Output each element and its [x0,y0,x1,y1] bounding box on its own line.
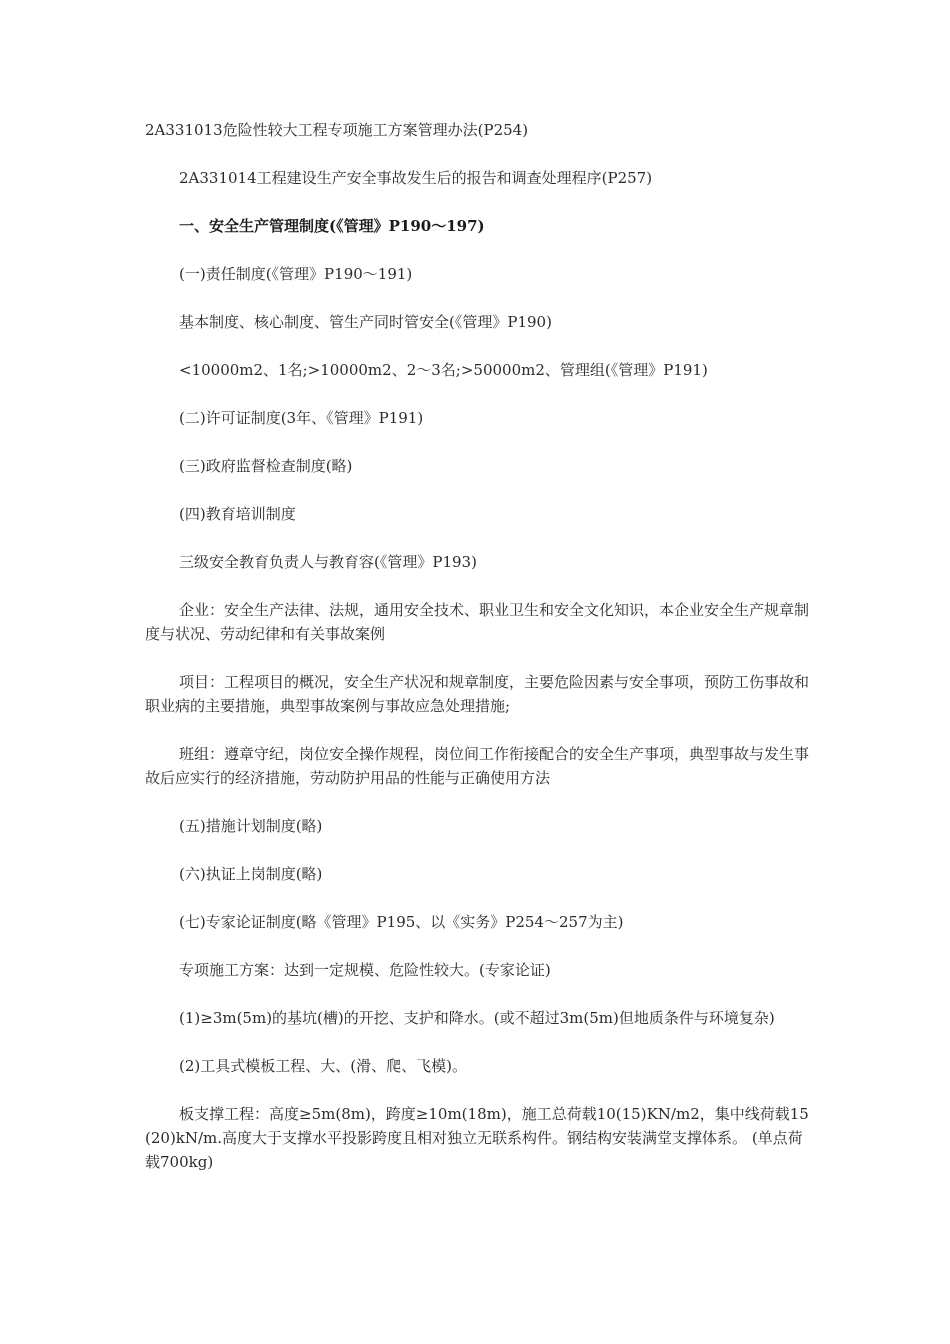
paragraph-enterprise-education: 企业：安全生产法律、法规，通用安全技术、职业卫生和安全文化知识，本企业安全生产规章制度与状况、劳动纪律和有关事故案例 [145,601,810,643]
paragraph-special-plan: 专项施工方案：达到一定规模、危险性较大。(专家论证) [179,961,551,979]
paragraph-three-level-education: 三级安全教育负责人与教育容(《管理》P193) [179,553,477,571]
paragraph-permit-system: (二)许可证制度(3年、《管理》P191) [179,409,424,427]
paragraph-team-education: 班组：遵章守纪，岗位安全操作规程，岗位间工作衔接配合的安全生产事项，典型事故与发生事故后应实行的经济措施，劳动防护用品的性能与正确使用方法 [145,745,810,787]
paragraph-heading-2a331013: 2A331013危险性较大工程专项施工方案管理办法(P254) [145,121,529,139]
paragraph-certified-posts: (六)执证上岗制度(略) [179,865,323,883]
section-title-safety-management: 一、安全生产管理制度(《管理》P190～197) [179,217,485,235]
paragraph-education-training: (四)教育培训制度 [179,505,296,523]
paragraph-project-education: 项目：工程项目的概况，安全生产状况和规章制度，主要危险因素与安全事项，预防工伤事故和职业病的主要措施，典型事故案例与事故应急处理措施; [145,673,810,715]
paragraph-government-supervision: (三)政府监督检查制度(略) [179,457,353,475]
paragraph-foundation-pit: (1)≥3m(5m)的基坑(槽)的开挖、支护和降水。(或不超过3m(5m)但地质条件与环境复杂) [179,1009,775,1027]
document-body [145,118,810,1198]
paragraph-staffing-areas: <10000m2、1名;>10000m2、2～3名;>50000m2、管理组(《管理》P191) [179,361,708,379]
paragraph-measures-plan: (五)措施计划制度(略) [179,817,323,835]
paragraph-heading-2a331014: 2A331014工程建设生产安全事故发生后的报告和调查处理程序(P257) [179,169,653,187]
paragraph-expert-review: (七)专家论证制度(略《管理》P195、以《实务》P254～257为主) [179,913,624,931]
paragraph-formwork: (2)工具式模板工程、大、(滑、爬、飞模)。 [179,1057,467,1075]
paragraph-basic-system: 基本制度、核心制度、管生产同时管安全(《管理》P190) [179,313,552,331]
paragraph-responsibility-system: (一)责任制度(《管理》P190～191) [179,265,413,283]
paragraph-slab-support: 板支撑工程：高度≥5m(8m)，跨度≥10m(18m)，施工总荷载10(15)KN/m2，集中线荷载15(20)kN/m.高度大于支撑水平投影跨度且相对独立无联系构件。钢结构安装满堂支撑体系。 (单点荷载700kg) [145,1105,809,1171]
